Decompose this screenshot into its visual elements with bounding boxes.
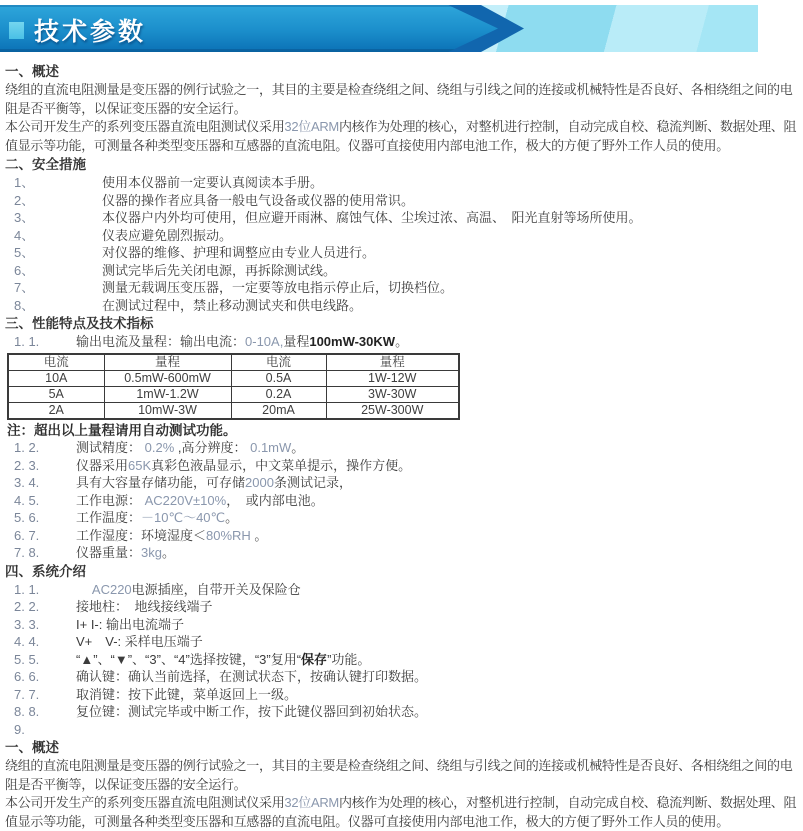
table-cell: 25W-300W	[326, 402, 459, 419]
accent-square-icon	[9, 22, 24, 39]
list-number: 2. 3.	[14, 457, 40, 473]
list-number: 7. 7.	[14, 686, 40, 702]
list-number: 6. 6.	[14, 669, 40, 684]
spec-item-text: 仪器重量：3kg。	[76, 545, 175, 560]
system-item	[5, 668, 798, 686]
table-cell: 1W-12W	[326, 370, 459, 386]
safety-item-text: 仪表应避免剧烈振动。	[102, 227, 233, 243]
table-row	[8, 402, 459, 419]
spec-item	[5, 509, 798, 527]
section-header-banner	[0, 5, 758, 52]
list-number: 6. 7.	[14, 527, 40, 543]
safety-item	[5, 192, 798, 210]
list-number: 5、	[14, 245, 35, 260]
safety-item-text: 测量无载调压变压器，一定要等放电指示停止后，切换档位。	[102, 280, 454, 295]
system-item	[5, 651, 798, 669]
list-number: 1. 2.	[14, 440, 40, 455]
table-cell: 10mW-3W	[104, 402, 231, 419]
list-number: 3、	[14, 210, 35, 225]
overview-p2-after: 内核作为处理的核心，对整机进行控制，自动完成自校、稳流判断、数据处理、阻值显示等功能，可测量各种类型变压器和互感器的直流电阻。仪器可直接使用内部电池工作，极大的方便了野外工作人员的使用。	[5, 119, 797, 153]
table-cell: 20mA	[231, 402, 326, 419]
system-item	[5, 703, 798, 721]
table-cell: 0.5mW-600mW	[104, 370, 231, 386]
table-cell: 0.5A	[231, 370, 326, 386]
overview-p2-highlight: 32位ARM	[284, 119, 339, 134]
spec-item	[5, 457, 798, 475]
list-number: 1、	[14, 175, 35, 190]
system-item-text: V+ V-: 采样电压端子	[76, 634, 203, 649]
list-number: 7. 8.	[14, 545, 40, 560]
table-cell: 5A	[8, 386, 104, 402]
list-number: 2. 2.	[14, 599, 40, 614]
overview-paragraph-2	[5, 118, 798, 155]
safety-item	[5, 174, 798, 192]
spec-item	[5, 527, 798, 545]
list-number: 6、	[14, 262, 35, 278]
system-item-text: 复位键：测试完毕或中断工作，按下此键仪器回到初始状态。	[76, 704, 428, 719]
table-header-cell: 量程	[104, 354, 231, 371]
system-item-text: 接地柱： 地线接线端子	[76, 599, 213, 614]
spec-item	[5, 492, 798, 510]
list-number: 9.	[14, 721, 25, 737]
spec-item-text: 测试精度： 0.2% ,高分辨度： 0.1mW。	[76, 440, 305, 455]
system-item-text: “▲”、“▼”、“3”、“4”选择按键，“3”复用“保存”功能。	[76, 651, 371, 667]
specs-heading: 三、性能特点及技术指标	[5, 316, 154, 331]
system-item	[5, 598, 798, 616]
spec-item	[5, 439, 798, 457]
overview-paragraph-2-repeat	[5, 794, 798, 831]
list-number: 7、	[14, 280, 35, 295]
safety-item-text: 测试完毕后先关闭电源，再拆除测试线。	[102, 262, 337, 278]
safety-item-text: 仪器的操作者应具备一般电气设备或仪器的使用常识。	[102, 192, 415, 208]
document-body	[0, 52, 803, 831]
list-number: 8. 8.	[14, 704, 40, 719]
table-cell: 3W-30W	[326, 386, 459, 402]
spec-item-text: 仪器采用65K真彩色液晶显示，中文菜单提示，操作方便。	[76, 457, 412, 473]
system-item	[5, 686, 798, 704]
overview-paragraph-1: 绕组的直流电阻测量是变压器的例行试验之一，其目的主要是检查绕组之间、绕组与引线之间的连接或机械特性是否良好、各相绕组之间的电阻是否平衡等，以保证变压器的安全运行。	[5, 82, 793, 116]
safety-item	[5, 297, 798, 315]
table-header-row	[8, 354, 459, 371]
table-cell: 0.2A	[231, 386, 326, 402]
system-heading: 四、系统介绍	[5, 563, 86, 579]
system-item-text: AC220电源插座，自带开关及保险仓	[91, 581, 301, 597]
spec-item-text: 具有大容量存储功能，可存储2000条测试记录，	[76, 475, 352, 490]
list-number: 1. 1.	[14, 581, 40, 597]
table-row	[8, 370, 459, 386]
specs-intro-line	[5, 333, 798, 351]
table-note: 注：超出以上量程请用自动测试功能。	[7, 422, 237, 438]
spec-item-text: 工作湿度：环境湿度＜80%RH 。	[76, 527, 268, 543]
safety-item-text: 本仪器户内外均可使用，但应避开雨淋、腐蚀气体、尘埃过浓、高温、 阳光直射等场所使用。	[102, 210, 642, 225]
spec-item	[5, 474, 798, 492]
table-cell: 10A	[8, 370, 104, 386]
overview-paragraph-1-repeat: 绕组的直流电阻测量是变压器的例行试验之一，其目的主要是检查绕组之间、绕组与引线之间的连接或机械特性是否良好、各相绕组之间的电阻是否平衡等，以保证变压器的安全运行。	[5, 758, 793, 792]
table-cell: 2A	[8, 402, 104, 419]
table-header-cell: 电流	[8, 354, 104, 371]
table-row	[8, 386, 459, 402]
system-item	[5, 633, 798, 651]
list-number: 8、	[14, 297, 35, 313]
overview-p2-after: 内核作为处理的核心，对整机进行控制，自动完成自校、稳流判断、数据处理、阻值显示等功能，可测量各种类型变压器和互感器的直流电阻。仪器可直接使用内部电池工作，极大的方便了野外工作人员的使用。	[5, 795, 797, 829]
overview-heading: 一、概述	[5, 64, 59, 79]
list-number: 4. 5.	[14, 492, 40, 508]
safety-item-text: 对仪器的维修、护理和调整应由专业人员进行。	[102, 245, 376, 260]
spec-item-text: 工作电源： AC220V±10%， 或内部电池。	[76, 492, 324, 508]
list-number: 3. 4.	[14, 475, 40, 490]
list-number: 3. 3.	[14, 616, 40, 632]
safety-heading: 二、安全措施	[5, 157, 86, 172]
safety-item	[5, 262, 798, 280]
list-number: 1. 1.	[14, 334, 40, 349]
safety-item	[5, 244, 798, 262]
safety-item-text: 在测试过程中，禁止移动测试夹和供电线路。	[102, 297, 363, 313]
safety-item-text: 使用本仪器前一定要认真阅读本手册。	[102, 175, 324, 190]
system-item-text: 确认键：确认当前选择，在测试状态下，按确认键打印数据。	[76, 669, 428, 684]
list-number: 4、	[14, 227, 35, 243]
table-header-cell: 量程	[326, 354, 459, 371]
table-header-cell: 电流	[231, 354, 326, 371]
system-item	[5, 581, 798, 599]
list-number: 5. 5.	[14, 651, 40, 667]
safety-item	[5, 227, 798, 245]
page-title: 技术参数	[34, 18, 147, 46]
list-number: 5. 6.	[14, 510, 40, 525]
safety-item	[5, 209, 798, 227]
system-item	[5, 721, 798, 739]
overview-p2-before: 本公司开发生产的系列变压器直流电阻测试仪采用	[5, 795, 285, 810]
table-cell: 1mW-1.2W	[104, 386, 231, 402]
current-range-table	[7, 353, 460, 420]
overview-heading-repeat: 一、概述	[5, 740, 59, 755]
overview-p2-highlight: 32位ARM	[284, 795, 339, 810]
safety-item	[5, 279, 798, 297]
overview-p2-before: 本公司开发生产的系列变压器直流电阻测试仪采用	[5, 119, 285, 134]
spec-item-text: 工作温度：－10℃～40℃。	[76, 510, 239, 525]
system-item	[5, 616, 798, 634]
spec-item	[5, 544, 798, 562]
system-item-text: 取消键：按下此键，菜单返回上一级。	[76, 686, 298, 702]
system-item-text: I+ I-: 输出电流端子	[76, 616, 184, 632]
specs-intro-text: 输出电流及量程：输出电流：0-10A,量程100mW-30KW。	[76, 334, 409, 349]
list-number: 2、	[14, 192, 35, 208]
list-number: 4. 4.	[14, 634, 40, 649]
